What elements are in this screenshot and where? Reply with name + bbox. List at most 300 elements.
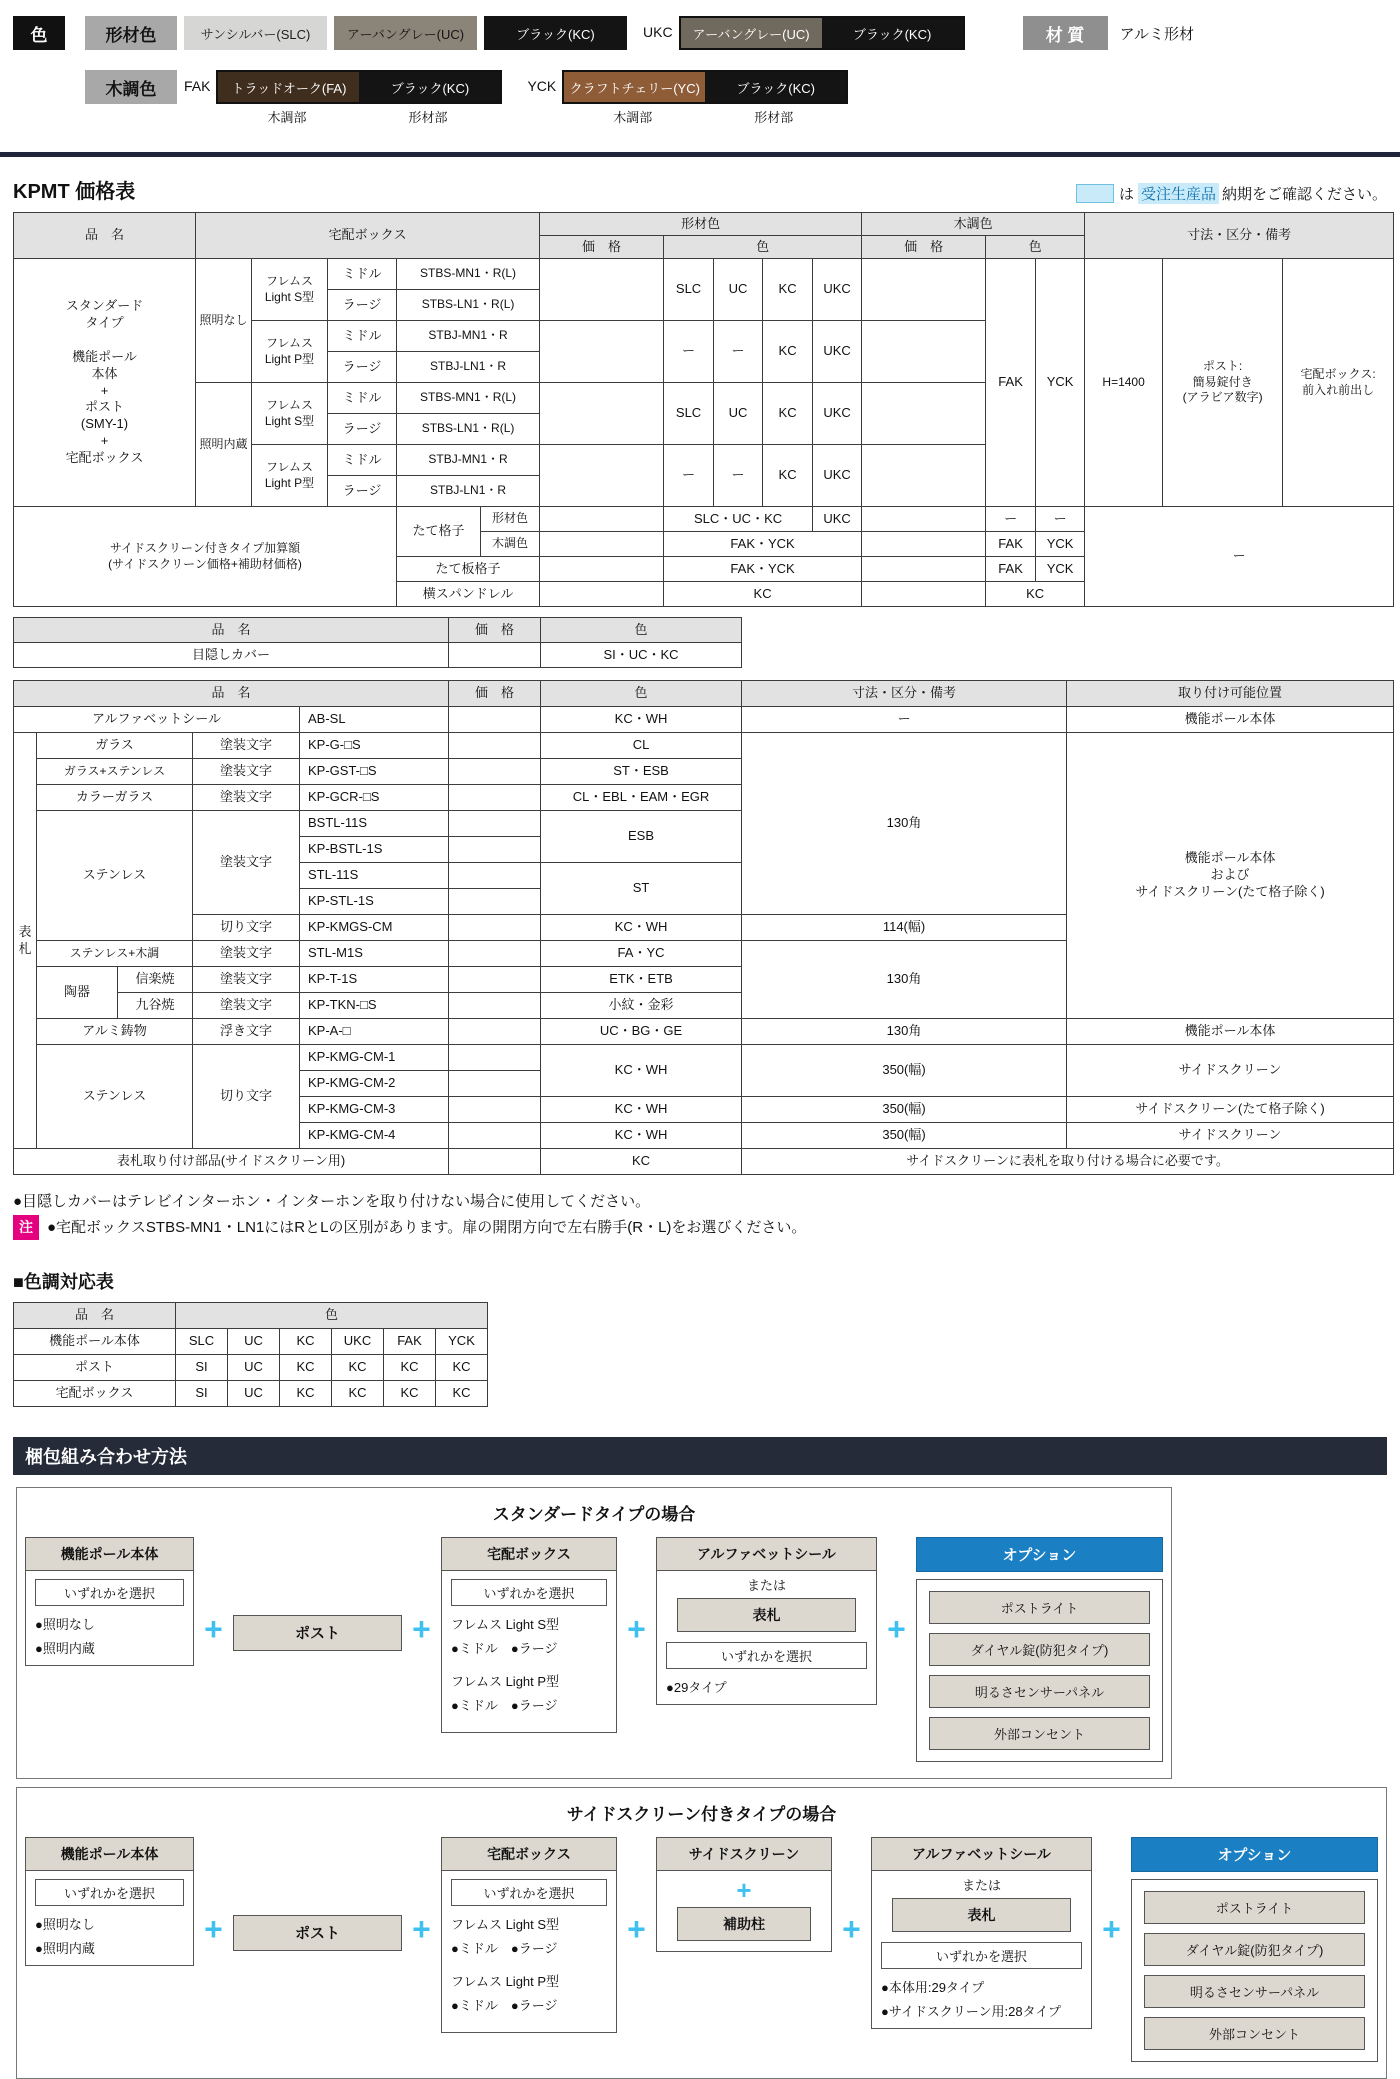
auxiliary-post-title: 補助柱	[677, 1907, 811, 1941]
table-cell: 浮き文字	[193, 1019, 300, 1045]
fak-part-labels	[216, 107, 502, 126]
table-cell: FAK	[986, 532, 1036, 557]
table-cell: YCK	[436, 1328, 488, 1354]
table-cell: フレムス Light P型	[252, 321, 328, 383]
table-cell: ラージ	[328, 352, 397, 383]
table-cell: 切り文字	[193, 915, 300, 941]
flems-p-label: フレムス Light P型	[451, 1973, 560, 1989]
table-cell: SI	[176, 1380, 228, 1406]
table-cell: ETK・ETB	[541, 967, 742, 993]
table-cell: KC	[763, 445, 813, 507]
table-cell	[862, 507, 986, 532]
table-cell: KC	[763, 321, 813, 383]
table-cell: 350(幅)	[742, 1097, 1067, 1123]
ukc-combo-group	[643, 16, 965, 50]
ukc-black-swatch: ブラック(KC)	[822, 18, 963, 48]
fak-combo-swatch	[216, 70, 502, 104]
table-cell	[449, 707, 541, 733]
flems-s-sizes: ●ミドル ●ラージ	[451, 1640, 558, 1656]
table-cell: 九谷焼	[118, 993, 193, 1019]
table-cell: KC	[986, 582, 1085, 607]
table-cell: アルファベットシール	[14, 707, 300, 733]
table-cell: 信楽焼	[118, 967, 193, 993]
table-cell	[540, 445, 664, 507]
table-cell: YCK	[1036, 557, 1085, 582]
alphabet-seal-title: アルファベットシール	[657, 1538, 876, 1571]
table-cell: フレムス Light S型	[252, 383, 328, 445]
yck-combo-swatch	[562, 70, 848, 104]
table-cell: サイドスクリーン(たて格子除く)	[1067, 1097, 1394, 1123]
table-cell: SLC	[664, 259, 714, 321]
table-cell: 機能ポール本体	[1067, 1019, 1394, 1045]
yck-wood-swatch: クラフトチェリー(YC)	[564, 72, 705, 102]
table-cell: ステンレス	[37, 811, 193, 941]
seal-type-screen-28: ●サイドスクリーン用:28タイプ	[881, 2003, 1061, 2019]
table-cell: STL-M1S	[300, 941, 449, 967]
color-tag: 色	[13, 16, 65, 50]
table-cell	[449, 733, 541, 759]
table-cell: FAK・YCK	[664, 532, 862, 557]
table-cell: ガラス	[37, 733, 193, 759]
table-cell: STBS-LN1・R(L)	[397, 414, 540, 445]
table-cell: 価 格	[449, 618, 541, 643]
table-cell: KC	[384, 1380, 436, 1406]
note-delivery-box: ●宅配ボックスSTBS-MN1・LN1にはRとLの区別があります。扉の開閉方向で左右勝手(R・L)をお選びください。	[47, 1219, 807, 1237]
table-cell: 価 格	[449, 681, 541, 707]
table-cell: KC	[763, 259, 813, 321]
table-cell: 色	[541, 618, 742, 643]
fak-wood-swatch: トラッドオーク(FA)	[218, 72, 359, 102]
option-column	[1131, 1837, 1378, 2062]
table-cell: BSTL-11S	[300, 811, 449, 837]
note-badge: 注	[13, 1215, 39, 1240]
table-cell: ST	[541, 863, 742, 915]
table-cell: UC	[228, 1328, 280, 1354]
option-brightness-sensor: 明るさセンサーパネル	[1144, 1975, 1365, 2008]
flems-s-label: フレムス Light S型	[451, 1616, 560, 1632]
table-cell: 宅配ボックス	[196, 213, 540, 259]
table-cell	[540, 532, 664, 557]
table-cell: ー	[1085, 507, 1394, 607]
table-cell: KC・WH	[541, 915, 742, 941]
option-post-light: ポストライト	[1144, 1891, 1365, 1924]
table-cell: STL-11S	[300, 863, 449, 889]
delivery-box-title: 宅配ボックス	[442, 1538, 616, 1571]
table-cell	[862, 445, 986, 507]
table-cell	[540, 259, 664, 321]
table-cell	[449, 1045, 541, 1071]
table-cell: 色	[986, 236, 1085, 259]
select-one-box: いずれかを選択	[881, 1942, 1082, 1969]
fak-combo-group	[184, 70, 502, 126]
table-cell: ー	[664, 321, 714, 383]
packing-title-bar: 梱包組み合わせ方法	[13, 1437, 1387, 1475]
side-screen-type-section	[16, 1787, 1387, 2079]
table-cell: 機能ポール本体	[1067, 707, 1394, 733]
table-cell: 350(幅)	[742, 1123, 1067, 1149]
flems-p-sizes: ●ミドル ●ラージ	[451, 1997, 558, 2013]
frame-part-label: 形材部	[408, 110, 448, 125]
table-cell: ミドル	[328, 383, 397, 414]
yck-part-labels	[562, 107, 848, 126]
table-cell: KC	[436, 1354, 488, 1380]
side-screen-box	[656, 1837, 832, 1952]
table-cell: FAK	[986, 259, 1036, 507]
table-cell	[540, 507, 664, 532]
table-cell: UKC	[813, 259, 862, 321]
table-cell: SLC・UC・KC	[664, 507, 813, 532]
mekakushi-cover-table	[13, 617, 1387, 668]
table-cell: 寸法・区分・備考	[1085, 213, 1394, 259]
table-cell: KC	[384, 1354, 436, 1380]
option-column	[916, 1537, 1163, 1762]
table-cell	[862, 383, 986, 445]
pole-option-no-light: ●照明なし	[35, 1616, 95, 1632]
table-cell	[449, 1019, 541, 1045]
table-cell: たて格子	[397, 507, 481, 557]
table-cell: アルミ鋳物	[37, 1019, 193, 1045]
table-cell: UC	[228, 1354, 280, 1380]
table-cell: H=1400	[1085, 259, 1163, 507]
table-cell: 切り文字	[193, 1045, 300, 1149]
table-cell	[540, 557, 664, 582]
table-cell: KP-GST-□S	[300, 759, 449, 785]
table-cell: 品 名	[14, 681, 449, 707]
catalog-page	[0, 16, 1400, 2043]
function-pole-box	[25, 1837, 194, 1966]
option-brightness-sensor: 明るさセンサーパネル	[929, 1675, 1150, 1708]
table-cell: ー	[714, 321, 763, 383]
nameplate-table	[13, 680, 1387, 1175]
table-cell: 照明内蔵	[196, 383, 252, 507]
table-cell: ー	[742, 707, 1067, 733]
table-cell	[449, 643, 541, 668]
table-cell: STBJ-MN1・R	[397, 321, 540, 352]
table-cell: KP-KMG-CM-1	[300, 1045, 449, 1071]
table-cell: ラージ	[328, 414, 397, 445]
yck-code-label: YCK	[527, 78, 557, 94]
table-cell: 機能ポール本体 および サイドスクリーン(たて格子除く)	[1067, 733, 1394, 1019]
table-cell: KC	[664, 582, 862, 607]
option-title: オプション	[916, 1537, 1163, 1572]
section-divider	[0, 152, 1400, 157]
table-cell: 塗装文字	[193, 759, 300, 785]
table-cell: ラージ	[328, 290, 397, 321]
table-cell: UC	[714, 259, 763, 321]
or-label: または	[961, 1877, 1001, 1893]
nameplate-title: 表札	[892, 1898, 1071, 1932]
table-cell: KP-KMG-CM-2	[300, 1071, 449, 1097]
table-cell: たて板格子	[397, 557, 540, 582]
wood-color-tag: 木調色	[85, 70, 177, 104]
frame-part-label: 形材部	[754, 110, 794, 125]
table-cell: SLC	[664, 383, 714, 445]
table-cell: STBS-LN1・R(L)	[397, 290, 540, 321]
plus-icon: +	[412, 1910, 431, 1947]
table-cell: UKC	[813, 321, 862, 383]
function-pole-box	[25, 1537, 194, 1666]
table-cell	[449, 759, 541, 785]
pole-option-built-in-light: ●照明内蔵	[35, 1940, 95, 1956]
kpmt-header-row	[13, 175, 1387, 204]
table-cell: ミドル	[328, 321, 397, 352]
table-cell	[449, 967, 541, 993]
swatch-black-kc: ブラック(KC)	[484, 16, 627, 50]
frame-color-tag: 形材色	[85, 16, 177, 50]
table-cell: KP-TKN-□S	[300, 993, 449, 1019]
legend-highlight: 受注生産品	[1138, 183, 1219, 204]
table-cell: 色	[664, 236, 862, 259]
select-one-box: いずれかを選択	[35, 1879, 184, 1906]
table-cell: 色	[176, 1302, 488, 1328]
color-correspondence-table	[13, 1302, 1387, 1407]
option-external-outlet: 外部コンセント	[929, 1717, 1150, 1750]
alphabet-seal-title: アルファベットシール	[872, 1838, 1091, 1871]
yck-black-swatch: ブラック(KC)	[705, 72, 846, 102]
table-cell: 130角	[742, 733, 1067, 915]
table-cell: カラーガラス	[37, 785, 193, 811]
option-title: オプション	[1131, 1837, 1378, 1872]
table-cell: KP-A-□	[300, 1019, 449, 1045]
flems-s-label: フレムス Light S型	[451, 1916, 560, 1932]
standard-type-title: スタンダードタイプの場合	[492, 1504, 696, 1524]
standard-type-section	[16, 1487, 1172, 1779]
table-cell: 塗装文字	[193, 941, 300, 967]
legend-wa: は	[1118, 186, 1134, 203]
table-cell: CL	[541, 733, 742, 759]
table-cell: KP-KMG-CM-3	[300, 1097, 449, 1123]
select-one-box: いずれかを選択	[666, 1642, 867, 1669]
post-box: ポスト	[233, 1615, 402, 1651]
table-cell: スタンダード タイプ 機能ポール 本体 + ポスト (SMY-1) + 宅配ボックス	[14, 259, 196, 507]
plus-icon: +	[627, 1610, 646, 1647]
table-cell: ガラス+ステンレス	[37, 759, 193, 785]
table-cell: 取り付け可能位置	[1067, 681, 1394, 707]
table-cell: 木調色	[862, 213, 1085, 236]
plus-icon: +	[204, 1610, 223, 1647]
table-cell	[862, 321, 986, 383]
delivery-box-box	[441, 1837, 617, 2033]
price-table-title: KPMT 価格表	[13, 181, 136, 203]
table-cell: 横スパンドレル	[397, 582, 540, 607]
table-cell: STBS-MN1・R(L)	[397, 383, 540, 414]
side-screen-type-title: サイドスクリーン付きタイプの場合	[566, 1804, 837, 1824]
select-one-box: いずれかを選択	[451, 1579, 607, 1606]
table-cell: FAK	[384, 1328, 436, 1354]
table-cell	[540, 582, 664, 607]
table-cell: 品 名	[14, 1302, 176, 1328]
table-cell	[862, 557, 986, 582]
table-cell: 宅配ボックス: 前入れ前出し	[1283, 259, 1394, 507]
option-dial-lock: ダイヤル錠(防犯タイプ)	[929, 1633, 1150, 1666]
yck-combo-group	[527, 70, 848, 126]
table-cell: 形材色	[481, 507, 540, 532]
table-cell: ミドル	[328, 259, 397, 290]
plus-icon: +	[736, 1874, 752, 1905]
table-cell: SI・UC・KC	[541, 643, 742, 668]
table-cell: ー	[714, 445, 763, 507]
post-box: ポスト	[233, 1915, 402, 1951]
table-cell: 機能ポール本体	[14, 1328, 176, 1354]
table-cell: FAK	[986, 557, 1036, 582]
table-cell: KP-STL-1S	[300, 889, 449, 915]
table-cell	[540, 383, 664, 445]
table-cell: KP-KMGS-CM	[300, 915, 449, 941]
table-cell: ESB	[541, 811, 742, 863]
table-cell: ステンレス	[37, 1045, 193, 1149]
seal-type-29: ●29タイプ	[666, 1679, 727, 1695]
table-cell: 130角	[742, 1019, 1067, 1045]
table-cell: KP-BSTL-1S	[300, 837, 449, 863]
table-cell: 寸法・区分・備考	[742, 681, 1067, 707]
table-cell: KC	[280, 1380, 332, 1406]
table-cell	[449, 837, 541, 863]
table-cell	[449, 1097, 541, 1123]
option-post-light: ポストライト	[929, 1591, 1150, 1624]
table-cell: FAK・YCK	[664, 557, 862, 582]
standard-type-row	[17, 1537, 1171, 1762]
table-cell: KC・WH	[541, 1045, 742, 1097]
table-cell: KC	[541, 1149, 742, 1175]
plus-icon: +	[887, 1610, 906, 1647]
legend-suffix: 納期をご確認ください。	[1221, 186, 1387, 203]
table-cell: KP-KMG-CM-4	[300, 1123, 449, 1149]
table-cell	[862, 582, 986, 607]
option-items-box	[1131, 1879, 1378, 2062]
table-cell: サイドスクリーン	[1067, 1045, 1394, 1097]
pole-option-built-in-light: ●照明内蔵	[35, 1640, 95, 1656]
table-cell: 表 札	[14, 733, 37, 1149]
frame-color-legend-row	[13, 16, 1387, 50]
table-cell: KC	[332, 1354, 384, 1380]
table-cell: 価 格	[862, 236, 986, 259]
kpmt-price-table	[13, 212, 1387, 607]
pole-option-no-light: ●照明なし	[35, 1916, 95, 1932]
notes-block	[13, 1189, 1387, 1242]
table-cell: 小紋・金彩	[541, 993, 742, 1019]
table-cell: ST・ESB	[541, 759, 742, 785]
ukc-urban-gray-swatch: アーバングレー(UC)	[681, 18, 822, 48]
table-cell: 塗装文字	[193, 967, 300, 993]
table-cell: 350(幅)	[742, 1045, 1067, 1097]
table-cell	[449, 941, 541, 967]
fak-code-label: FAK	[184, 78, 211, 94]
table-cell	[449, 1071, 541, 1097]
table-cell: KC・WH	[541, 1123, 742, 1149]
select-one-box: いずれかを選択	[35, 1579, 184, 1606]
table-cell: ミドル	[328, 445, 397, 476]
table-cell: SLC	[176, 1328, 228, 1354]
table-cell: SI	[176, 1354, 228, 1380]
table-cell: ポスト: 簡易錠付き (アラビア数字)	[1163, 259, 1283, 507]
legend-color-swatch	[1076, 184, 1114, 203]
table-cell: サイドスクリーンに表札を取り付ける場合に必要です。	[742, 1149, 1394, 1175]
table-cell	[449, 1149, 541, 1175]
table-cell: AB-SL	[300, 707, 449, 733]
table-cell	[862, 532, 986, 557]
table-cell: KC	[763, 383, 813, 445]
table-cell	[449, 993, 541, 1019]
table-cell: KC	[436, 1380, 488, 1406]
table-cell: ステンレス+木調	[37, 941, 193, 967]
flems-p-label: フレムス Light P型	[451, 1673, 560, 1689]
table-cell: 色	[541, 681, 742, 707]
function-pole-box-title: 機能ポール本体	[26, 1838, 193, 1871]
delivery-box-box	[441, 1537, 617, 1733]
table-cell: 塗装文字	[193, 733, 300, 759]
wood-part-label: 木調部	[267, 110, 307, 125]
table-cell: 木調色	[481, 532, 540, 557]
option-items-box	[916, 1579, 1163, 1762]
table-cell: 目隠しカバー	[14, 643, 449, 668]
table-cell: 宅配ボックス	[14, 1380, 176, 1406]
table-cell: UC	[714, 383, 763, 445]
table-cell: UC	[228, 1380, 280, 1406]
table-cell: CL・EBL・EAM・EGR	[541, 785, 742, 811]
flems-s-sizes: ●ミドル ●ラージ	[451, 1940, 558, 1956]
table-cell: フレムス Light P型	[252, 445, 328, 507]
note-mekakushi-cover: ●目隠しカバーはテレビインターホン・インターホンを取り付けない場合に使用してください。	[13, 1193, 651, 1210]
plus-icon: +	[627, 1910, 646, 1947]
table-cell	[449, 1123, 541, 1149]
table-cell: STBS-MN1・R(L)	[397, 259, 540, 290]
swatch-sun-silver: サンシルバー(SLC)	[184, 16, 327, 50]
table-cell: ー	[1036, 507, 1085, 532]
table-cell: ー	[986, 507, 1036, 532]
table-cell: ラージ	[328, 476, 397, 507]
table-cell: STBJ-LN1・R	[397, 352, 540, 383]
table-cell	[449, 785, 541, 811]
or-label: または	[746, 1577, 786, 1593]
made-to-order-legend	[1076, 183, 1387, 204]
plus-icon: +	[412, 1610, 431, 1647]
wood-color-legend-row	[13, 70, 1387, 126]
material-tag: 材 質	[1023, 16, 1108, 50]
table-cell: 塗装文字	[193, 785, 300, 811]
select-one-box: いずれかを選択	[451, 1879, 607, 1906]
table-cell: 価 格	[540, 236, 664, 259]
plus-icon: +	[1102, 1910, 1121, 1947]
table-cell: KC	[280, 1354, 332, 1380]
table-cell: KC・WH	[541, 707, 742, 733]
nameplate-title: 表札	[677, 1598, 856, 1632]
table-cell	[449, 915, 541, 941]
seal-type-body-29: ●本体用:29タイプ	[881, 1979, 985, 1995]
function-pole-box-title: 機能ポール本体	[26, 1538, 193, 1571]
delivery-box-title: 宅配ボックス	[442, 1838, 616, 1871]
wood-part-label: 木調部	[613, 110, 653, 125]
table-cell: KP-G-□S	[300, 733, 449, 759]
table-cell: サイドスクリーン付きタイプ加算額 (サイドスクリーン価格+補助材価格)	[14, 507, 397, 607]
table-cell: 130角	[742, 941, 1067, 1019]
ukc-code-label: UKC	[643, 24, 673, 40]
nameplate-seal-box	[656, 1537, 877, 1705]
table-cell	[540, 321, 664, 383]
table-cell: 形材色	[540, 213, 862, 236]
table-cell: 塗装文字	[193, 993, 300, 1019]
table-cell	[449, 863, 541, 889]
table-cell: ポスト	[14, 1354, 176, 1380]
table-cell	[449, 811, 541, 837]
swatch-urban-gray: アーバングレー(UC)	[334, 16, 477, 50]
table-cell: 表札取り付け部品(サイドスクリーン用)	[14, 1149, 449, 1175]
table-cell: UKC	[332, 1328, 384, 1354]
table-cell: 114(幅)	[742, 915, 1067, 941]
nameplate-seal-box	[871, 1837, 1092, 2029]
table-cell: 品 名	[14, 618, 449, 643]
option-dial-lock: ダイヤル錠(防犯タイプ)	[1144, 1933, 1365, 1966]
option-external-outlet: 外部コンセント	[1144, 2017, 1365, 2050]
